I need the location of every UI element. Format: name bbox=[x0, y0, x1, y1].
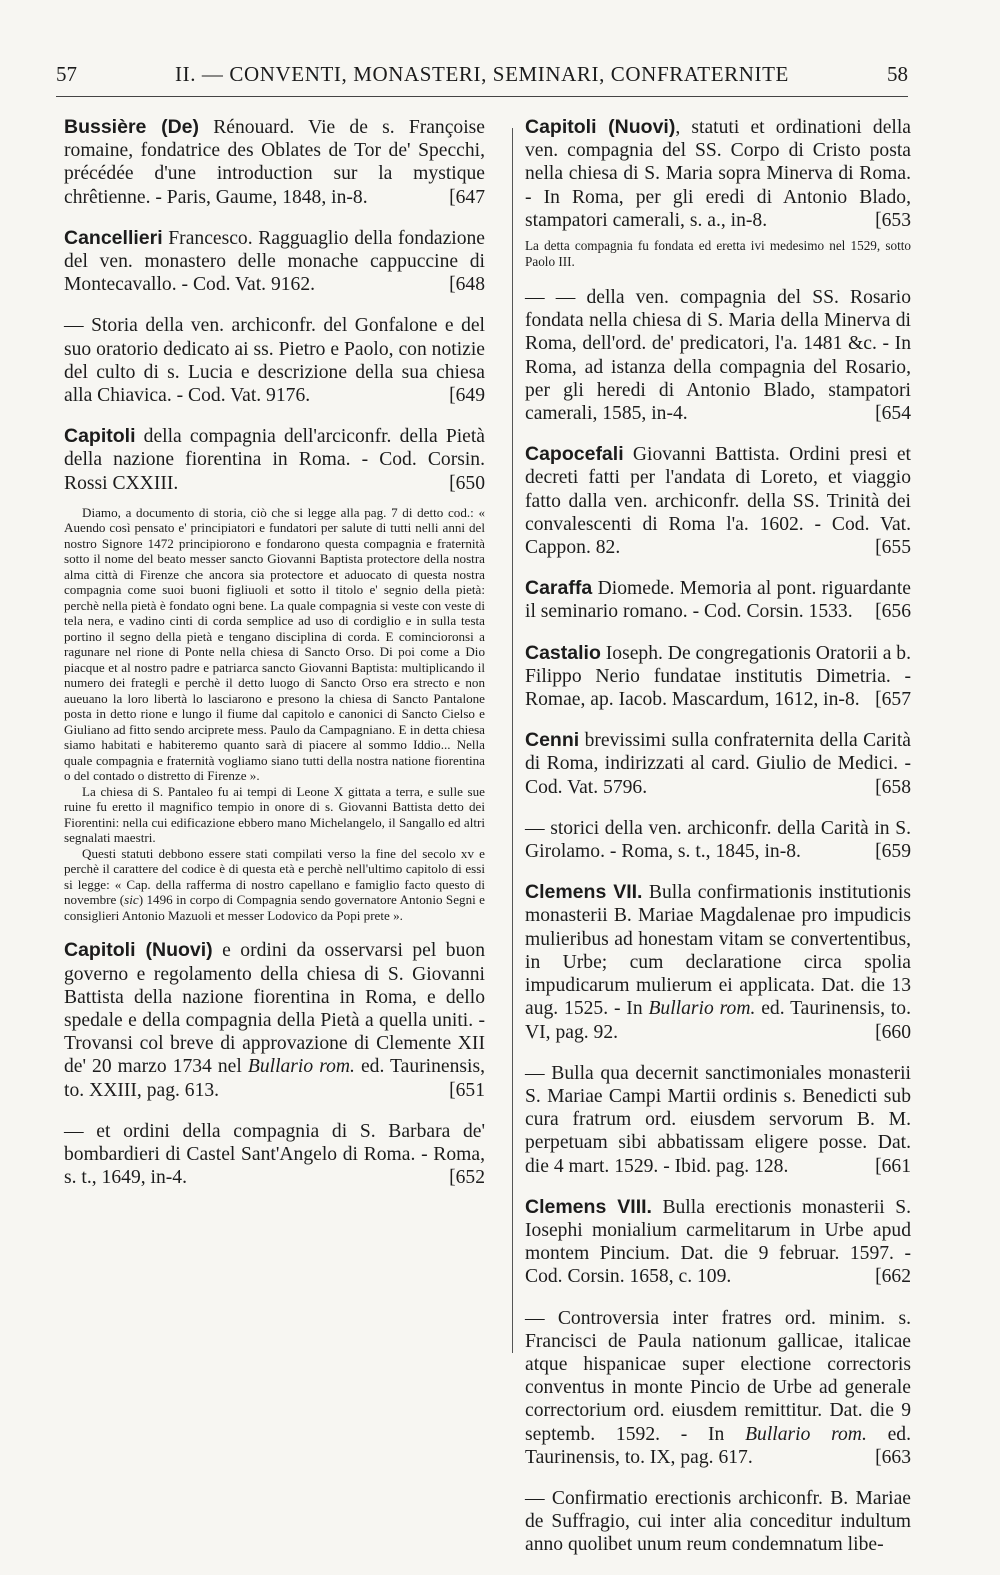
note-text: ) 1496 in corpo di Compagnia sendo governatore Antonio Segni e consiglieri Antonio Mazuoli et messer Lodovico da Popi prete ». bbox=[64, 892, 485, 923]
entry-text: della compagnia dell'arciconfr. della Pietà della nazione fiorentina in Roma. - Cod. Corsin. Rossi CXXIII. bbox=[64, 426, 485, 494]
entry-647 bbox=[64, 116, 485, 209]
entry-text: — Confirmatio erectionis archiconfr. B. Mariae de Suffragio, cui inter alia conceditur indultum anno quolibet unum reum condemnatum libe- bbox=[525, 1487, 911, 1556]
entry-number: [656 bbox=[875, 601, 911, 623]
entry-number: [658 bbox=[875, 776, 911, 798]
entry-text: Ioseph. De congregationis Oratorii a b. Filippo Nerio fundatae institutis Dimetria. - Romae, ap. Iacob. Mascardum, 1612, in-8. bbox=[525, 642, 912, 711]
entry-661 bbox=[525, 1062, 911, 1178]
entry-text: brevissimi sulla confraternita della Carità di Roma, indirizzati al card. Giulio de Medici. - Cod. Vat. 5796. bbox=[525, 730, 911, 798]
entry-headword: Bussière (De) bbox=[64, 116, 200, 138]
entry-number: [657 bbox=[875, 689, 911, 711]
entry-headword: Cancellieri bbox=[64, 226, 163, 249]
entry-text: — Storia della ven. archiconfr. del Gonfalone e del suo oratorio dedicato ai ss. Pietro e Paolo, con notizie del culto di s. Lucia e descrizione della sua chiesa alla Chiavica. - Cod. Vat. 9176. bbox=[64, 315, 485, 407]
running-header bbox=[56, 62, 908, 92]
entry-664 bbox=[525, 1487, 911, 1557]
entry-text: — Bulla qua decernit sanctimoniales monasterii S. Mariae Campi Martii ordinis s. Benedicti sub cura fratrum ord. eiusdem servorum B. M. perpetuam sibi abbatissam eligere posse. Dat. die 4 mart. 1529. - Ibid. pag. 128. bbox=[525, 1062, 911, 1177]
entry-headword: Caraffa bbox=[525, 577, 593, 600]
entry-656 bbox=[525, 577, 911, 623]
entry-number: [649 bbox=[449, 385, 485, 407]
entry-number: [648 bbox=[449, 274, 485, 296]
entry-text: — Controversia inter fratres ord. minim. s. Francisci de Paula nationum gallicae, italicae atque hispanicae super electione correctoris conventus in monte Pincio de Urbe ad generale correctorium ord. eiusdem remittitur. Dat. die 9 septemb. 1592. - In bbox=[525, 1307, 911, 1445]
entry-text: ed. Taurinensis, to. IX, pag. 617. bbox=[525, 1423, 911, 1468]
entry-italic: Bullario rom. bbox=[745, 1423, 867, 1445]
entry-number: [659 bbox=[875, 841, 911, 863]
entry-number: [653 bbox=[875, 209, 911, 231]
note-italic: sic bbox=[124, 892, 139, 908]
running-title: II. — CONVENTI, MONASTERI, SEMINARI, CONFRATERNITE bbox=[175, 62, 789, 86]
column-divider bbox=[512, 128, 513, 1353]
entry-660 bbox=[525, 881, 911, 1043]
entry-651 bbox=[64, 939, 485, 1101]
entry-headword: Capitoli (Nuovi) bbox=[525, 116, 676, 138]
entry-658 bbox=[525, 729, 911, 799]
entry-number: [651 bbox=[449, 1079, 485, 1101]
entry-649 bbox=[64, 314, 485, 407]
entry-headword: Castalio bbox=[525, 641, 601, 664]
note-paragraph: Diamo, a documento di storia, ciò che si legge alla pag. 7 di detto cod.: « Auendo così pensato e' principiatori e fundatori per salute di tutti nelli anni del nostro Signore 1472 principiorono e fondarono questa compagnia e fraternità sotto il nome del beato messer sancto Giovanni Baptista protectore della nostra alma città di Firenze che ancora sia protectore et aduocato di questa nostra compagnia come suoi buoni figliuoli et sotto il titolo e' segnio della pietà: perchè nella pietà è fondato ogni bene. La quale compagnia si veste con veste di tela nera, e vadino cinti di corda semplice ad uso di cordiglio e in sulla testa portino il segno della pietà e tengano disciplina di corda. E comincioronsi a ragunare nel rione di Ponte nella chiesa di Sancto Orso. Di poi come a Dio piacque et al nostro padre e patriarca sancto Giovanni Baptista: multiplicando il numero dei frategli e perchè il detto luogo di Sancto Orso era strecto e non aueuano la loro libertà lo lasciarono e presono la chiesa di Sancto Pantalone posta in detto rione e lungo il fiume dal capitolo e canonici di Sancto Cielso e Giuliano ad fitto sendo arciprete mess. Paulo da Campagniano. E in detta chiesa siamo habitati e habiteremo quanto sarà di piacere al sommo Iddio... Nella quale compagnia e fraternità vogliamo siano tutti della nostra natione fiorentina o del contado o distretto di Firenze ». bbox=[64, 504, 485, 784]
entry-number: [647 bbox=[449, 186, 485, 208]
entry-number: [663 bbox=[875, 1446, 911, 1468]
entry-text: ed. Taurinensis, to. VI, pag. 92. bbox=[525, 998, 911, 1043]
entry-662 bbox=[525, 1196, 911, 1289]
entry-number: [650 bbox=[449, 472, 485, 494]
entry-text: Bulla confirmationis institutionis monasterii B. Mariae Magdalenae pro impudicis mulieribus ad honestam vitam se convertentibus, in Urbe; cum declaratione circa spolia impudicarum mulierum ei applicata. Dat. die 13 aug. 1525. - In bbox=[525, 882, 911, 1020]
entry-648 bbox=[64, 227, 485, 297]
entry-number: [661 bbox=[875, 1155, 911, 1177]
entry-number: [655 bbox=[875, 537, 911, 559]
entry-text: Rénouard. Vie de s. Françoise romaine, fondatrice des Oblates de Tor de' Specchi, précédée d'une introduction sur la mystique chrêtienne. - Paris, Gaume, 1848, in-8. bbox=[64, 117, 485, 208]
entry-number: [652 bbox=[449, 1167, 485, 1189]
entry-655 bbox=[525, 443, 911, 559]
right-column bbox=[525, 116, 911, 1575]
entry-657 bbox=[525, 642, 911, 712]
entry-text: — — della ven. compagnia del SS. Rosario fondata nella chiesa di S. Maria della Minerva di Roma, dell'ord. de' predicatori, l'a. 1481 &c. - In Roma, ad istanza della compagnia del Rosario, per gli heredi di Antonio Blado, stampatori camerali, 1585, in-4. bbox=[525, 287, 911, 425]
entry-headword: Cenni bbox=[525, 729, 580, 752]
page-number-left: 57 bbox=[56, 62, 77, 86]
entry-text: e ordini da osservarsi pel buon governo e regolamento della chiesa di S. Giovanni Battista della nazione fiorentina in Roma, e dello spedale e della compagnia della Pietà a quella uniti. - Trovansi col breve di approvazione di Clemente XII de' 20 marzo 1734 nel bbox=[64, 940, 485, 1078]
note-paragraph: La chiesa di S. Pantaleo fu ai tempi di Leone X gittata a terra, e sulle sue ruine fu eretto il magnifico tempio in onore di s. Giovanni Battista detto dei Fiorentini: nella cui edificazione ebbero mano Michelangelo, il Sangallo ed altri segnalati maestri. bbox=[64, 783, 485, 846]
entry-659 bbox=[525, 817, 911, 863]
entry-653-note: La detta compagnia fu fondata ed eretta ivi medesimo nel 1529, sotto Paolo III. bbox=[525, 238, 911, 270]
entry-number: [662 bbox=[875, 1266, 911, 1288]
entry-text: ed. Taurinensis, to. XXIII, pag. 613. bbox=[64, 1056, 485, 1101]
entry-654 bbox=[525, 286, 911, 425]
entry-653 bbox=[525, 116, 911, 232]
note-text: Questi statuti debbono essere stati compilati verso la fine del secolo xv e perchè il carattere del codice è di questa età e perchè nell'ultimo capitolo di essi si legge: « Cap. della rafferma di nostro capellano e famiglio facto questo di novembre ( bbox=[64, 845, 485, 908]
entry-number: [660 bbox=[875, 1021, 911, 1043]
entry-652 bbox=[64, 1120, 485, 1190]
left-column bbox=[64, 116, 485, 1207]
entry-650-note bbox=[64, 505, 485, 924]
entry-663 bbox=[525, 1307, 911, 1469]
entry-italic: Bullario rom. bbox=[648, 998, 756, 1020]
entry-text: Giovanni Battista. Ordini presi et decreti fatti per l'andata di Loreto, et viaggio fatto dalla ven. archiconfr. della SS. Trinità dei convalescenti di Roma l'a. 1602. - Cod. Vat. Cappon. 82. bbox=[525, 444, 911, 559]
entry-text: Diomede. Memoria al pont. riguardante il seminario romano. - Cod. Corsin. 1533. bbox=[525, 578, 911, 623]
note-paragraph bbox=[64, 846, 485, 924]
entry-headword: Clemens VIII. bbox=[525, 1195, 652, 1218]
entry-text: Bulla erectionis monasterii S. Iosephi monialium carmelitarum in Urbe apud montem Pincium. Dat. die 9 februar. 1597. - Cod. Corsin. 1658, c. 109. bbox=[525, 1196, 911, 1288]
entry-headword: Capitoli (Nuovi) bbox=[64, 939, 213, 962]
entry-headword: Capocefali bbox=[525, 443, 624, 466]
entry-text: , statuti et ordinationi della ven. compagnia del SS. Corpo di Cristo posta nella chiesa di S. Maria sopra Minerva di Roma. - In Roma, per gli eredi di Antonio Blado, stampatori camerali, s. a., in-8. bbox=[525, 117, 911, 231]
entry-text: Francesco. Ragguaglio della fondazione del ven. monastero delle monache cappuccine di Montecavallo. - Cod. Vat. 9162. bbox=[64, 227, 485, 296]
header-rule bbox=[56, 96, 908, 97]
entry-headword: Capitoli bbox=[64, 425, 136, 448]
entry-650 bbox=[64, 425, 485, 495]
page-number-right: 58 bbox=[887, 62, 908, 86]
entry-number: [654 bbox=[875, 403, 911, 425]
entry-italic: Bullario rom. bbox=[247, 1056, 355, 1078]
entry-headword: Clemens VII. bbox=[525, 881, 643, 904]
entry-text: — et ordini della compagnia di S. Barbara de' bombardieri di Castel Sant'Angelo di Roma. - Roma, s. t., 1649, in-4. bbox=[64, 1120, 485, 1189]
entry-text: — storici della ven. archiconfr. della Carità in S. Girolamo. - Roma, s. t., 1845, in-8. bbox=[525, 817, 911, 863]
